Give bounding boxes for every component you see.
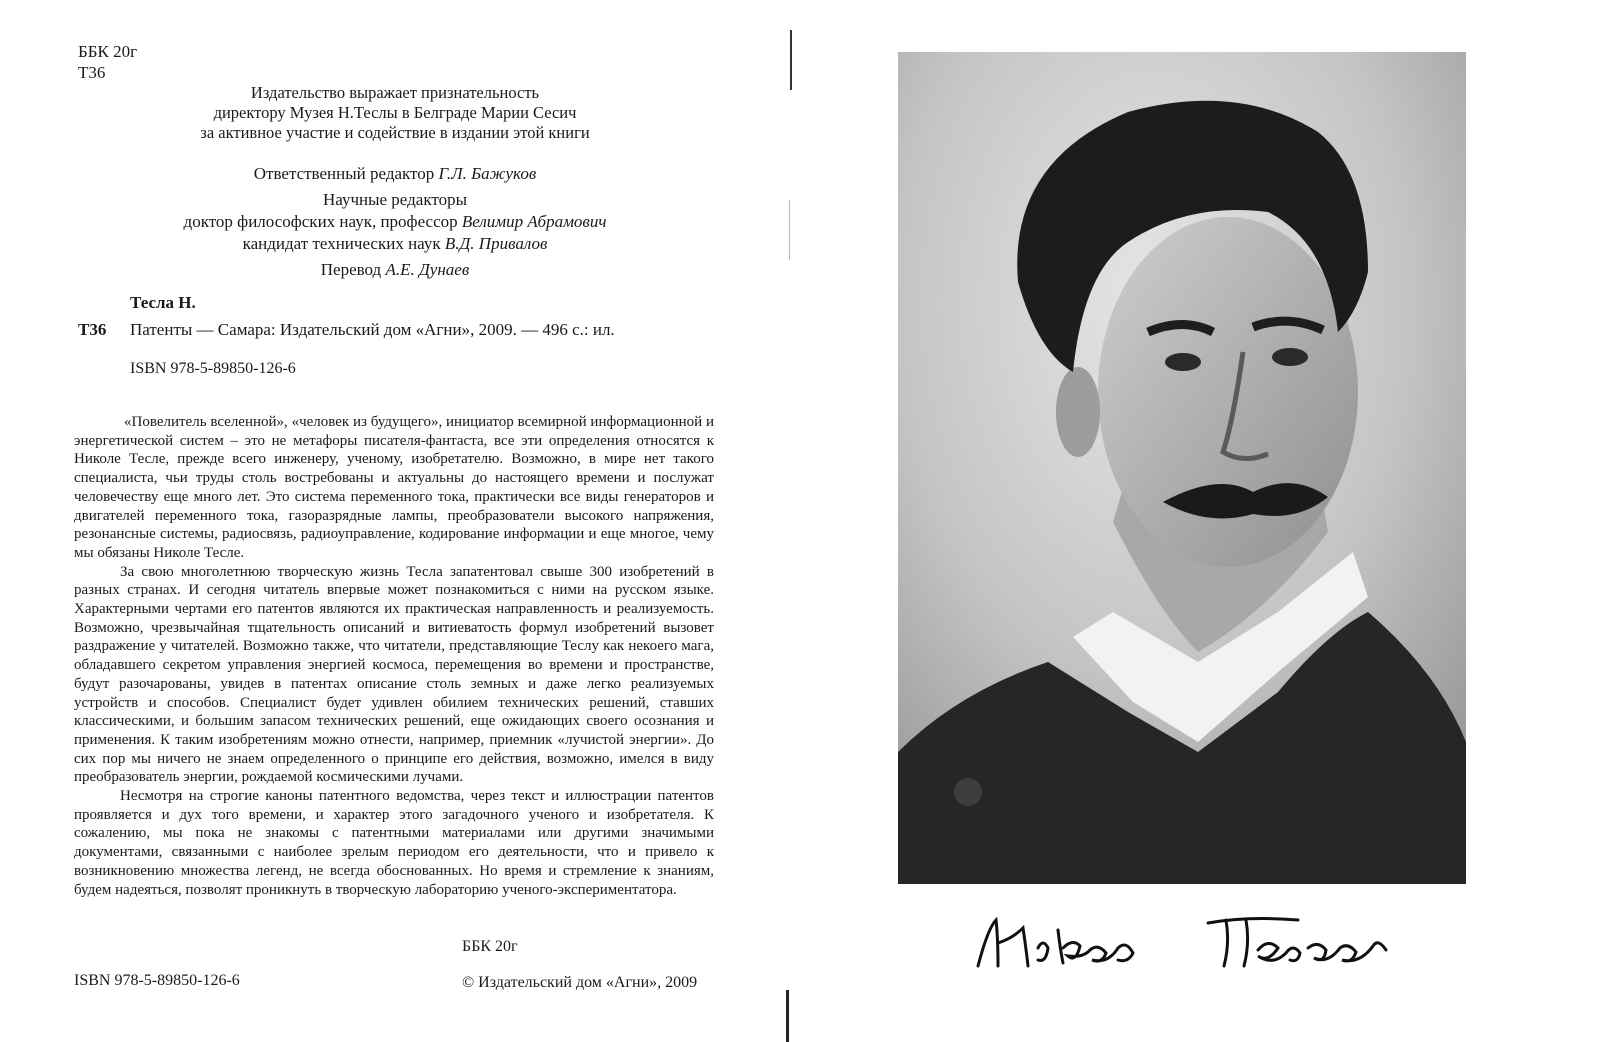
science-editor-2: кандидат технических наук В.Д. Привалов (242, 234, 548, 253)
abstract-paragraph: Несмотря на строгие каноны патентного ведомства, через текст и иллюстрации патентов проявляется и дух того времени, и характер этого загадочного ученого и изобретателя. К сожалению, мы пока не знакомы с патентными материалами или другими значимыми документами, связанными с наиболее зрелым периодом его деятельности, что и привело к возникновению множества легенд, не всегда обоснованных. Но время и стремление к знаниям, будем надеяться, позволят проникнуть в творческую лабораторию ученого-экспериментатора. (74, 788, 714, 898)
editors-block (140, 163, 650, 281)
copyright: © Издательский дом «Агни», 2009 (462, 974, 698, 991)
isbn-bottom: ISBN 978-5-89850-126-6 (74, 972, 240, 989)
abstract-paragraph: За свою многолетнюю творческую жизнь Тесла запатентовал свыше 300 изобретений в разных странах. И сегодня читатель впервые может познакомиться с ними на русском языке. Характерными чертами его патентов являются их практическая направленность и реализуемость. Возможно, чрезвычайная тщательность описаний и витиеватость формул изобретений вызовет раздражение у читателей. Возможно также, что читатели, представляющие Теслу как некоего мага, обладавшего секретом управления энергией космоса, перемещения во времени и пространстве, будут разочарованы, увидев в патентах описание столь земных и даже легко реализуемых устройств и способов. Специалист будет удивлен обилием технических решений, ставших классическими, и большим запасом технических решений, еще ожидающих своего осознания и применения. К таким изобретениям можно отнести, например, приемник «лучистой энергии». До сих пор мы ничего не знаем определенного о принципе его действия, возможно, имелся в виду преобразователь энергии, рождаемой космическими лучами. (74, 563, 714, 786)
bibliographic-entry: Патенты — Самара: Издательский дом «Агни», 2009. — 496 с.: ил. (130, 320, 615, 339)
ack-line: директору Музея Н.Теслы в Белграде Марии Сесич (213, 103, 577, 122)
portrait-photo-icon (898, 52, 1466, 884)
bbk-code-bottom: ББК 20г (462, 938, 518, 955)
abstract-paragraph: «Повелитель вселенной», «человек из будущего», инициатор всемирной информационной и энергетической систем – это не метафоры писателя-фантаста, все эти определения относятся к Николе Тесле, прежде всего инженеру, ученому, изобретателю. Возможно, в мире нет такого специалиста, чьи труды столь востребованы и актуальны до настоящего времени и послужат человечеству еще много лет. Это система переменного тока, практически все виды генераторов и двигателей переменного тока, газоразрядные лампы, преобразователи высокого напряжения, резонансные системы, радиосвязь, радиоуправление, кодирование информации и еще многое, чему мы обязаны Николе Тесле. (74, 414, 714, 561)
science-editor-1: доктор философских наук, профессор Велимир Абрамович (183, 212, 607, 231)
translator: Перевод А.Е. Дунаев (320, 260, 470, 279)
ack-line: Издательство выражает признательность (250, 83, 540, 102)
abstract (74, 413, 714, 899)
signature-icon (968, 908, 1408, 978)
author-name: Тесла Н. (130, 293, 196, 312)
chief-editor: Ответственный редактор Г.Л. Бажуков (253, 164, 537, 183)
science-editors-label: Научные редакторы (322, 190, 467, 209)
catalog-code: Т36 (78, 320, 107, 339)
isbn-top: ISBN 978-5-89850-126-6 (130, 360, 296, 377)
acknowledgement (160, 83, 630, 143)
left-page (0, 0, 780, 1042)
bbk-code-top: ББК 20г Т36 (78, 42, 138, 82)
ack-line: за активное участие и содействие в издании этой книги (200, 123, 590, 142)
